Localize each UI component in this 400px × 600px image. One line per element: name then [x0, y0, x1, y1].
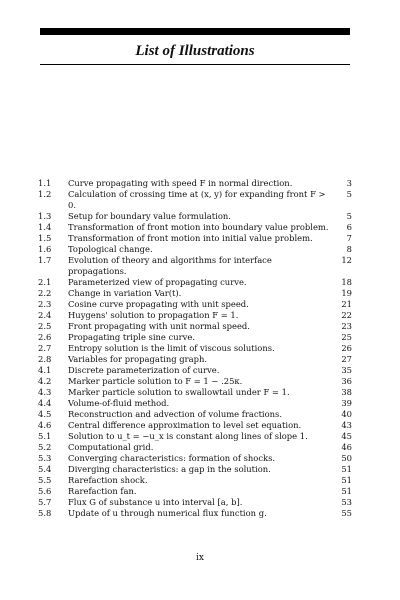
- figure-number: 1.7: [38, 255, 52, 265]
- illustration-entry: [38, 387, 352, 398]
- figure-number: 1.5: [38, 233, 52, 243]
- figure-page-number: 8: [346, 244, 352, 254]
- illustration-entry: [38, 211, 352, 222]
- figure-page-number: 23: [341, 321, 352, 331]
- figure-page-number: 51: [341, 486, 352, 496]
- figure-caption: Computational grid.: [68, 442, 154, 452]
- illustration-entry: [38, 398, 352, 409]
- figure-caption: Marker particle solution to swallowtail under F = 1.: [68, 387, 290, 397]
- figure-number: 5.5: [38, 475, 52, 485]
- figure-caption: Change in variation Var(t).: [68, 288, 182, 298]
- figure-caption: Variables for propagating graph.: [68, 354, 208, 364]
- figure-caption: Solution to u_t = −u_x is constant along lines of slope 1.: [68, 431, 308, 441]
- figure-caption: Reconstruction and advection of volume fractions.: [68, 409, 283, 419]
- figure-caption: Transformation of front motion into initial value problem.: [68, 233, 313, 243]
- illustration-entry: [38, 508, 352, 519]
- figure-caption: Converging characteristics: formation of shocks.: [68, 453, 276, 463]
- figure-number: 5.4: [38, 464, 52, 474]
- figure-caption: Front propagating with unit normal speed.: [68, 321, 250, 331]
- figure-number: 4.4: [38, 398, 52, 408]
- figure-number: 4.6: [38, 420, 52, 430]
- figure-number: 1.1: [38, 178, 52, 188]
- figure-number: 5.3: [38, 453, 52, 463]
- figure-page-number: 35: [341, 365, 352, 375]
- figure-page-number: 7: [346, 233, 352, 243]
- figure-page-number: 38: [341, 387, 352, 397]
- figure-number: 5.6: [38, 486, 52, 496]
- figure-number: 4.3: [38, 387, 52, 397]
- figure-caption: Parameterized view of propagating curve.: [68, 277, 247, 287]
- figure-page-number: 40: [341, 409, 352, 419]
- figure-caption: Central difference approximation to level set equation.: [68, 420, 302, 430]
- figure-caption: Discrete parameterization of curve.: [68, 365, 220, 375]
- illustration-entry: [38, 475, 352, 486]
- figure-page-number: 19: [341, 288, 352, 298]
- figure-number: 5.1: [38, 431, 52, 441]
- figure-page-number: 27: [341, 354, 352, 364]
- figure-page-number: 6: [346, 222, 352, 232]
- figure-page-number: 3: [346, 178, 352, 188]
- figure-page-number: 51: [341, 464, 352, 474]
- illustration-entry: [38, 486, 352, 497]
- figure-number: 5.2: [38, 442, 52, 452]
- figure-page-number: 21: [341, 299, 352, 309]
- illustration-entry: [38, 277, 352, 288]
- figure-number: 4.2: [38, 376, 52, 386]
- illustration-entry: [38, 376, 352, 387]
- figure-page-number: 18: [341, 277, 352, 287]
- figure-caption: Entropy solution is the limit of viscous solutions.: [68, 343, 275, 353]
- figure-number: 4.1: [38, 365, 52, 375]
- illustration-entry: [38, 409, 352, 420]
- figure-caption: Update of u through numerical flux function g.: [68, 508, 267, 518]
- figure-page-number: 12: [341, 255, 352, 265]
- figure-page-number: 55: [341, 508, 352, 518]
- title-underline-rule: [40, 64, 350, 65]
- figure-number: 2.2: [38, 288, 52, 298]
- figure-page-number: 25: [341, 332, 352, 342]
- figure-caption: Propagating triple sine curve.: [68, 332, 195, 342]
- illustration-entry: [38, 332, 352, 343]
- figure-page-number: 45: [341, 431, 352, 441]
- figure-caption: Huygens' solution to propagation F = 1.: [68, 310, 239, 320]
- figure-number: 2.6: [38, 332, 52, 342]
- figure-number: 2.1: [38, 277, 52, 287]
- illustration-entry: [38, 354, 352, 365]
- figure-caption: Topological change.: [68, 244, 153, 254]
- figure-caption: Curve propagating with speed F in normal direction.: [68, 178, 293, 188]
- figure-page-number: 53: [341, 497, 352, 507]
- figure-caption: Calculation of crossing time at (x, y) for expanding front F > 0.: [68, 189, 326, 210]
- illustration-entry: [38, 189, 352, 211]
- figure-number: 2.8: [38, 354, 52, 364]
- figure-number: 2.5: [38, 321, 52, 331]
- illustration-entry: [38, 431, 352, 442]
- figure-number: 1.4: [38, 222, 52, 232]
- figure-caption: Rarefaction shock.: [68, 475, 148, 485]
- figure-number: 2.4: [38, 310, 52, 320]
- illustration-entry: [38, 222, 352, 233]
- illustration-entry: [38, 178, 352, 189]
- figure-caption: Marker particle solution to F = 1 − .25κ.: [68, 376, 243, 386]
- illustration-entry: [38, 365, 352, 376]
- illustration-entry: [38, 288, 352, 299]
- figure-page-number: 43: [341, 420, 352, 430]
- figure-caption: Volume-of-fluid method.: [68, 398, 170, 408]
- figure-number: 5.8: [38, 508, 52, 518]
- figure-number: 1.3: [38, 211, 52, 221]
- figure-page-number: 22: [341, 310, 352, 320]
- illustration-entry: [38, 453, 352, 464]
- figure-number: 1.6: [38, 244, 52, 254]
- figure-caption: Flux G of substance u into interval [a, b].: [68, 497, 243, 507]
- illustration-entry: [38, 255, 352, 277]
- figure-caption: Evolution of theory and algorithms for interface propagations.: [68, 255, 272, 276]
- figure-caption: Setup for boundary value formulation.: [68, 211, 231, 221]
- illustrations-list: [38, 178, 352, 519]
- figure-number: 1.2: [38, 189, 52, 199]
- figure-caption: Cosine curve propagating with unit speed.: [68, 299, 249, 309]
- illustration-entry: [38, 310, 352, 321]
- page-number: ix: [196, 553, 204, 563]
- figure-page-number: 51: [341, 475, 352, 485]
- illustration-entry: [38, 233, 352, 244]
- figure-number: 5.7: [38, 497, 52, 507]
- figure-page-number: 5: [346, 211, 352, 221]
- top-thick-rule: [40, 28, 350, 35]
- figure-caption: Diverging characteristics: a gap in the solution.: [68, 464, 271, 474]
- figure-number: 2.7: [38, 343, 52, 353]
- figure-number: 2.3: [38, 299, 52, 309]
- figure-page-number: 5: [346, 189, 352, 199]
- illustration-entry: [38, 420, 352, 431]
- figure-page-number: 36: [341, 376, 352, 386]
- figure-page-number: 46: [341, 442, 352, 452]
- figure-page-number: 50: [341, 453, 352, 463]
- figure-caption: Rarefaction fan.: [68, 486, 137, 496]
- illustration-entry: [38, 497, 352, 508]
- illustration-entry: [38, 244, 352, 255]
- figure-number: 4.5: [38, 409, 52, 419]
- illustration-entry: [38, 464, 352, 475]
- illustration-entry: [38, 299, 352, 310]
- illustration-entry: [38, 321, 352, 332]
- page-title: List of Illustrations: [135, 43, 255, 59]
- figure-page-number: 39: [341, 398, 352, 408]
- illustration-entry: [38, 343, 352, 354]
- illustration-entry: [38, 442, 352, 453]
- figure-caption: Transformation of front motion into boundary value problem.: [68, 222, 329, 232]
- figure-page-number: 26: [341, 343, 352, 353]
